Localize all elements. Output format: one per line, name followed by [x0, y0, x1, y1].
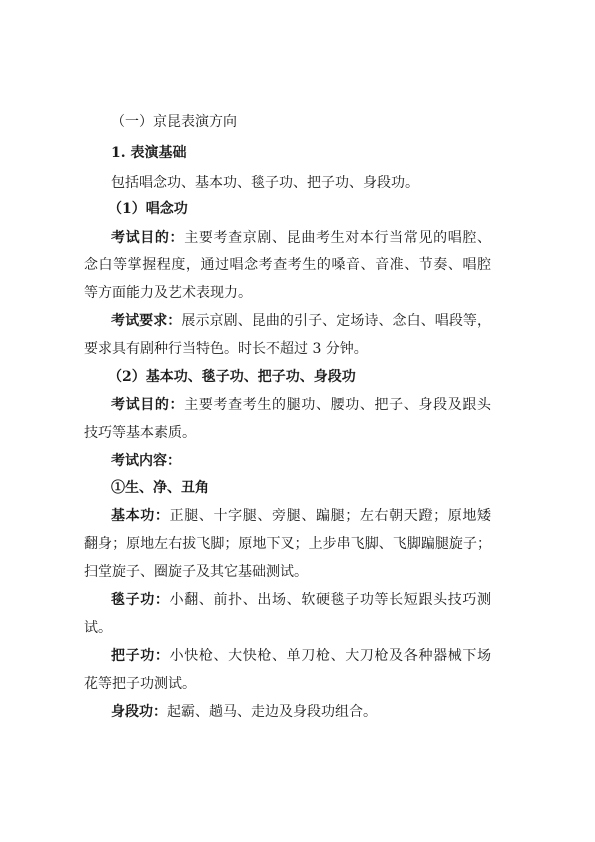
paragraph-line: 考试要求：展示京剧、昆曲的引子、定场诗、念白、唱段等， — [111, 313, 492, 329]
paragraph-line: 把子功：小快枪、大快枪、单刀枪、大刀枪及各种器械下场 — [111, 648, 492, 664]
role-heading: ①生、净、丑角 — [111, 480, 209, 496]
paragraph-line: 考试目的：主要考查京剧、昆曲考生对本行当常见的唱腔、 — [111, 230, 492, 246]
paragraph-line: 基本功：正腿、十字腿、旁腿、蹁腿；左右朝天蹬；原地矮 — [111, 508, 492, 524]
subheading-basic-skills: （2）基本功、毯子功、把子功、身段功 — [108, 369, 356, 385]
paragraph-line: 花等把子功测试。 — [84, 676, 196, 692]
label-exam-requirement: 考试要求： — [111, 313, 182, 329]
heading-performance-basics: 1. 表演基础 — [111, 145, 187, 161]
paragraph-line: 考试目的：主要考查考生的腿功、腰功、把子、身段及跟头 — [111, 397, 492, 413]
label-exam-purpose: 考试目的： — [111, 397, 185, 413]
label-weapon-skill: 把子功： — [111, 648, 170, 664]
subheading-singing-reciting: （1）唱念功 — [108, 201, 188, 217]
section-title: （一）京昆表演方向 — [111, 114, 237, 130]
paragraph-line: 要求具有剧种行当特色。时长不超过 3 分钟。 — [84, 341, 368, 357]
paragraph-line: 扫堂旋子、圈旋子及其它基础测试。 — [84, 564, 308, 580]
label-body-skill: 身段功： — [111, 704, 167, 720]
paragraph-line: 翻身；原地左右拔飞脚；原地下叉；上步串飞脚、飞脚蹁腿旋子； — [84, 536, 491, 552]
paragraph-line: 等方面能力及艺术表现力。 — [84, 285, 252, 301]
intro-text: 包括唱念功、基本功、毯子功、把子功、身段功。 — [111, 175, 419, 191]
paragraph-line: 技巧等基本素质。 — [84, 425, 196, 441]
label-carpet-skill: 毯子功： — [111, 592, 170, 608]
label-basic-skill: 基本功： — [111, 508, 170, 524]
paragraph-line: 身段功：起霸、趟马、走边及身段功组合。 — [111, 704, 377, 720]
paragraph-line: 试。 — [84, 620, 112, 636]
label-exam-purpose: 考试目的： — [111, 230, 185, 246]
label-exam-content: 考试内容： — [111, 453, 181, 469]
paragraph-line: 念白等掌握程度，通过唱念考查考生的嗓音、音准、节奏、唱腔 — [84, 257, 491, 273]
paragraph-line: 毯子功：小翻、前扑、出场、软硬毯子功等长短跟头技巧测 — [111, 592, 492, 608]
